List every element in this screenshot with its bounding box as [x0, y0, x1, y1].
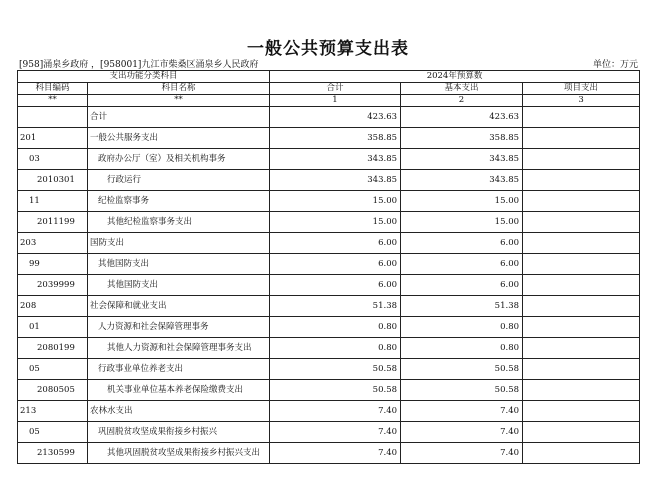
table-row: [18, 275, 640, 296]
row-basic: 15.00: [401, 212, 523, 233]
row-name: 其他人力资源和社会保障管理事务支出: [88, 338, 270, 359]
index-basic: 2: [401, 95, 523, 107]
table-row: [18, 443, 640, 464]
table-row: [18, 107, 640, 128]
row-project: [523, 170, 640, 191]
page-title: 一般公共预算支出表: [247, 39, 409, 59]
row-basic: 7.40: [401, 422, 523, 443]
row-code: 203: [18, 233, 88, 254]
row-total: 50.58: [270, 380, 401, 401]
row-total: 343.85: [270, 149, 401, 170]
row-project: [523, 128, 640, 149]
table-row: [18, 422, 640, 443]
row-code: 11: [18, 191, 88, 212]
row-name: 其他国防支出: [88, 254, 270, 275]
row-project: [523, 443, 640, 464]
row-total: 7.40: [270, 443, 401, 464]
row-code: 201: [18, 128, 88, 149]
table-row: [18, 170, 640, 191]
table-row: [18, 359, 640, 380]
row-total: 51.38: [270, 296, 401, 317]
index-code: **: [18, 95, 88, 107]
table-row: [18, 233, 640, 254]
organization-label: [958]涌泉乡政府 ，[958001]九江市柴桑区涌泉乡人民政府: [19, 60, 259, 70]
row-total: 15.00: [270, 191, 401, 212]
row-total: 0.80: [270, 338, 401, 359]
row-name: 行政运行: [88, 170, 270, 191]
row-basic: 0.80: [401, 338, 523, 359]
unit-label: 单位：万元: [592, 60, 638, 70]
row-name: 一般公共服务支出: [88, 128, 270, 149]
row-code: 03: [18, 149, 88, 170]
row-total: 7.40: [270, 422, 401, 443]
row-basic: 6.00: [401, 275, 523, 296]
row-code: 2010301: [18, 170, 88, 191]
index-name: **: [88, 95, 270, 107]
table-header: [18, 71, 640, 107]
row-basic: 343.85: [401, 170, 523, 191]
row-name: 政府办公厅（室）及相关机构事务: [88, 149, 270, 170]
row-project: [523, 254, 640, 275]
row-name: 巩固脱贫攻坚成果衔接乡村振兴: [88, 422, 270, 443]
row-name: 合计: [88, 107, 270, 128]
row-total: 358.85: [270, 128, 401, 149]
row-project: [523, 380, 640, 401]
header-project: 项目支出: [523, 83, 640, 95]
table-body: [18, 107, 640, 464]
row-code: 05: [18, 359, 88, 380]
table-row: [18, 128, 640, 149]
row-code: 01: [18, 317, 88, 338]
row-basic: 50.58: [401, 380, 523, 401]
row-total: 6.00: [270, 254, 401, 275]
row-basic: 358.85: [401, 128, 523, 149]
row-name: 人力资源和社会保障管理事务: [88, 317, 270, 338]
row-name: 国防支出: [88, 233, 270, 254]
row-basic: 423.63: [401, 107, 523, 128]
row-total: 343.85: [270, 170, 401, 191]
row-project: [523, 359, 640, 380]
row-basic: 51.38: [401, 296, 523, 317]
table-row: [18, 254, 640, 275]
header-name: 科目名称: [88, 83, 270, 95]
header-basic: 基本支出: [401, 83, 523, 95]
budget-table: [17, 70, 640, 464]
row-basic: 7.40: [401, 443, 523, 464]
table-row: [18, 338, 640, 359]
row-name: 其他巩固脱贫攻坚成果衔接乡村振兴支出: [88, 443, 270, 464]
row-project: [523, 296, 640, 317]
row-project: [523, 317, 640, 338]
table-row: [18, 149, 640, 170]
row-total: 423.63: [270, 107, 401, 128]
row-total: 50.58: [270, 359, 401, 380]
row-project: [523, 212, 640, 233]
row-project: [523, 233, 640, 254]
row-code: 208: [18, 296, 88, 317]
row-name: 机关事业单位基本养老保险缴费支出: [88, 380, 270, 401]
row-total: 7.40: [270, 401, 401, 422]
row-name: 其他纪检监察事务支出: [88, 212, 270, 233]
row-name: 农林水支出: [88, 401, 270, 422]
table-row: [18, 317, 640, 338]
row-name: 社会保障和就业支出: [88, 296, 270, 317]
row-basic: 6.00: [401, 233, 523, 254]
index-project: 3: [523, 95, 640, 107]
header-group-budget: 2024年预算数: [270, 71, 640, 83]
row-code: 2080199: [18, 338, 88, 359]
row-project: [523, 422, 640, 443]
row-project: [523, 191, 640, 212]
row-project: [523, 275, 640, 296]
row-name: 纪检监察事务: [88, 191, 270, 212]
row-total: 15.00: [270, 212, 401, 233]
row-basic: 0.80: [401, 317, 523, 338]
header-total: 合计: [270, 83, 401, 95]
row-code: 05: [18, 422, 88, 443]
row-basic: 6.00: [401, 254, 523, 275]
row-basic: 7.40: [401, 401, 523, 422]
index-total: 1: [270, 95, 401, 107]
row-basic: 343.85: [401, 149, 523, 170]
row-code: 2080505: [18, 380, 88, 401]
row-code: [18, 107, 88, 128]
header-group-function: 支出功能分类科目: [18, 71, 270, 83]
row-code: 99: [18, 254, 88, 275]
header-code: 科目编码: [18, 83, 88, 95]
table-row: [18, 212, 640, 233]
row-code: 2011199: [18, 212, 88, 233]
row-code: 213: [18, 401, 88, 422]
row-project: [523, 149, 640, 170]
row-code: 2130599: [18, 443, 88, 464]
row-total: 6.00: [270, 233, 401, 254]
table-row: [18, 401, 640, 422]
row-project: [523, 401, 640, 422]
row-name: 行政事业单位养老支出: [88, 359, 270, 380]
table-row: [18, 191, 640, 212]
table-row: [18, 296, 640, 317]
row-total: 0.80: [270, 317, 401, 338]
row-project: [523, 338, 640, 359]
row-name: 其他国防支出: [88, 275, 270, 296]
table-row: [18, 380, 640, 401]
row-project: [523, 107, 640, 128]
row-total: 6.00: [270, 275, 401, 296]
row-basic: 50.58: [401, 359, 523, 380]
row-basic: 15.00: [401, 191, 523, 212]
row-code: 2039999: [18, 275, 88, 296]
